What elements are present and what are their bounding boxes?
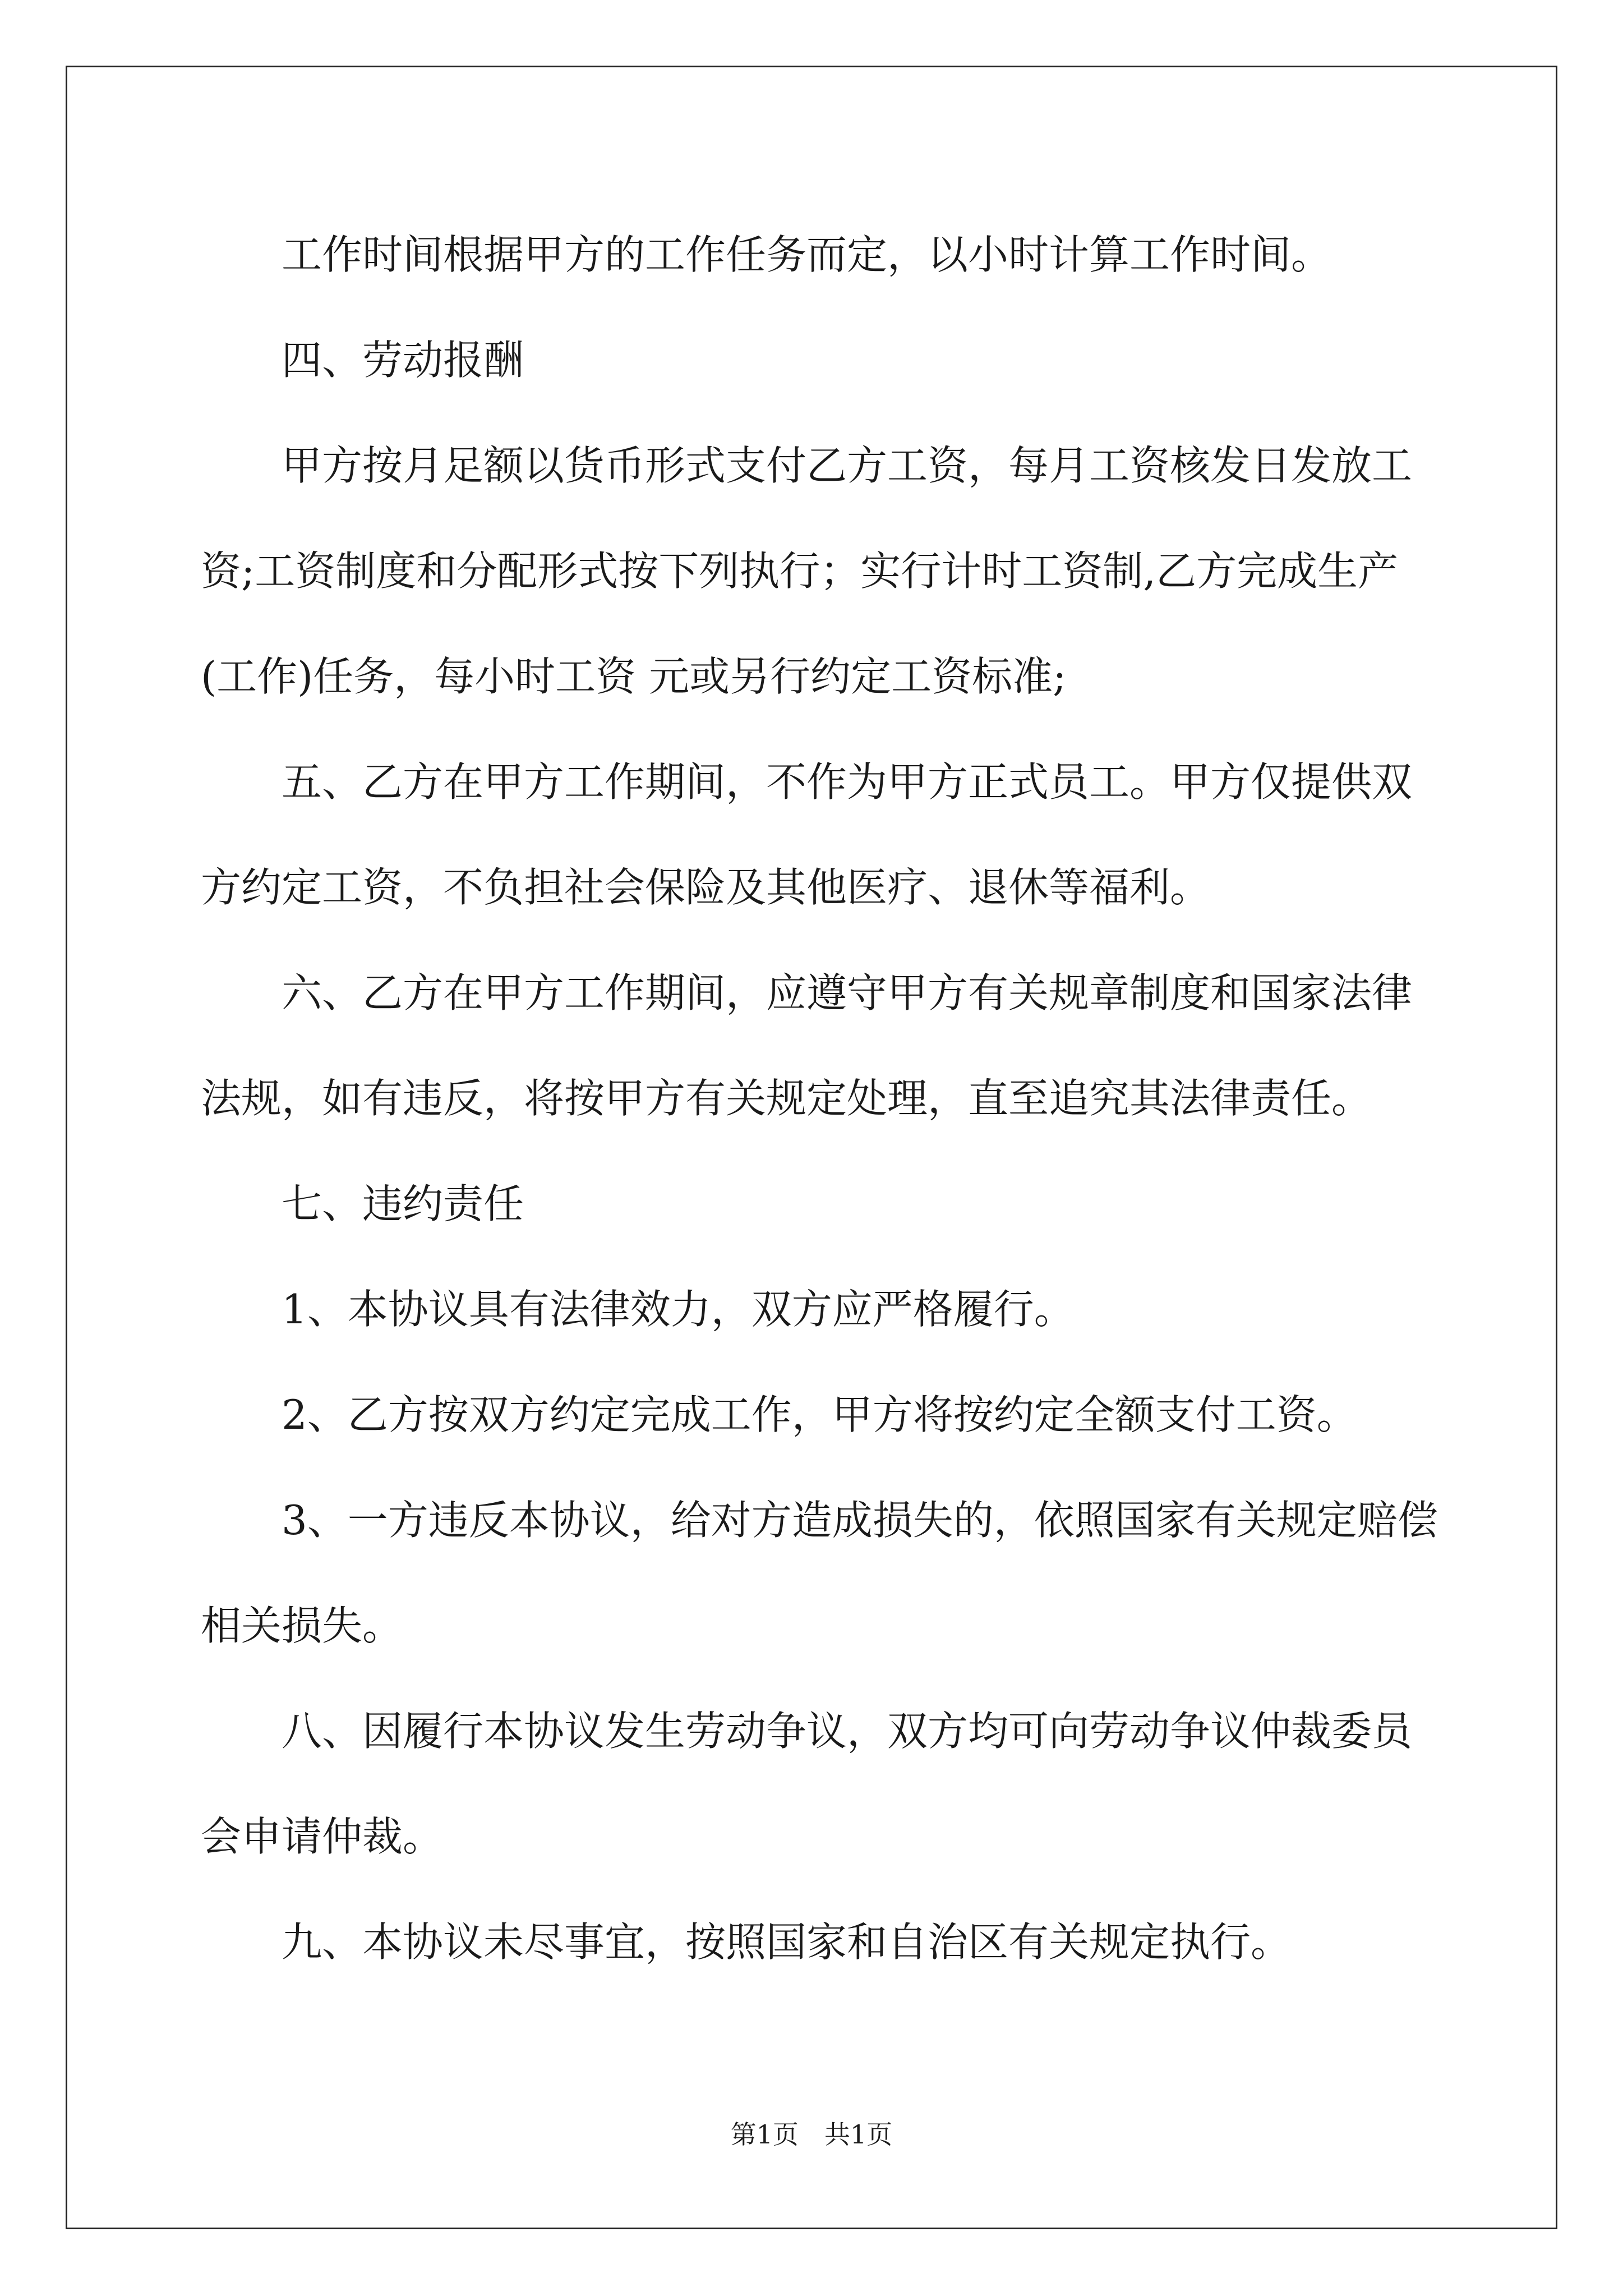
text-line: 九、本协议未尽事宜，按照国家和自治区有关规定执行。 (282, 1918, 1292, 1966)
text-line: (工作)任务，每小时工资 元或另行约定工资标准; (201, 653, 1067, 700)
text-line: 1、本协议具有法律效力，双方应严格履行。 (282, 1286, 1075, 1333)
text-line: 方约定工资，不负担社会保险及其他医疗、退休等福利。 (201, 864, 1211, 911)
text-line: 六、乙方在甲方工作期间，应遵守甲方有关规章制度和国家法律 (282, 969, 1413, 1016)
text-line: 八、因履行本协议发生劳动争议，双方均可向劳动争议仲裁委员 (282, 1708, 1413, 1755)
text-line: 五、乙方在甲方工作期间，不作为甲方正式员工。甲方仅提供双 (282, 758, 1413, 806)
text-line: 相关损失。 (201, 1602, 403, 1649)
text-line: 法规，如有违反，将按甲方有关规定处理，直至追究其法律责任。 (201, 1075, 1372, 1122)
text-line: 2、乙方按双方约定完成工作，甲方将按约定全额支付工资。 (282, 1391, 1357, 1438)
text-line: 3、一方违反本协议，给对方造成损失的，依照国家有关规定赔偿 (282, 1497, 1438, 1544)
text-line: 会申请仲裁。 (201, 1813, 444, 1860)
page-border (66, 66, 1557, 2229)
text-line: 资;工资制度和分配形式按下列执行；实行计时工资制,乙方完成生产 (201, 547, 1399, 595)
section-heading: 四、劳动报酬 (282, 337, 524, 384)
text-line: 工作时间根据甲方的工作任务而定，以小时计算工作时间。 (282, 231, 1332, 278)
text-line: 甲方按月足额以货币形式支付乙方工资，每月工资核发日发放工 (282, 442, 1413, 489)
section-heading: 七、违约责任 (282, 1180, 524, 1227)
page-footer: 第1页 共1页 (730, 2119, 893, 2150)
